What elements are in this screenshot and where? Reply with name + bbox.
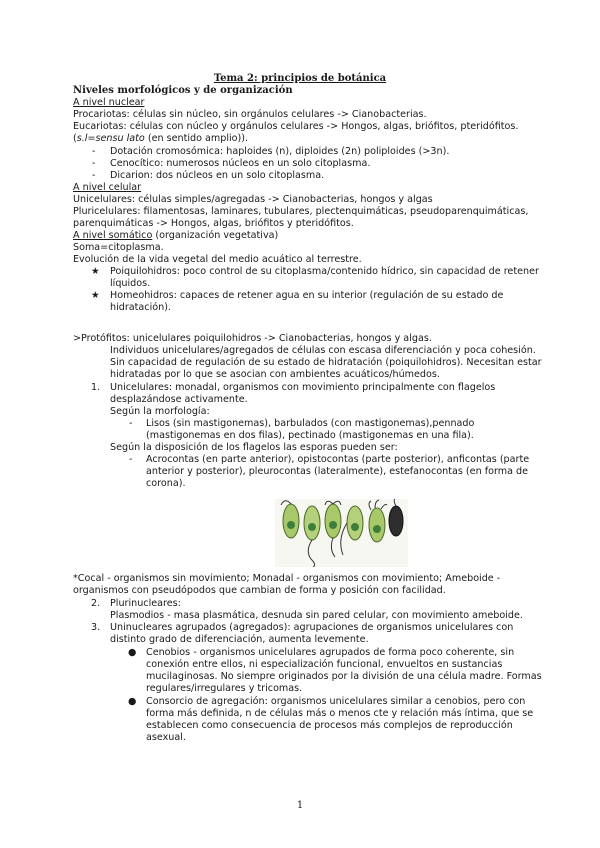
number-marker-1: 1.: [91, 382, 101, 393]
nuclear-bullet-2: Cenocítico: numerosos núcleos en un solo citoplasma.: [110, 158, 371, 169]
consorcio-line-c: establecen como consecuencia de procesos más complejos de reproducción: [146, 720, 513, 731]
disposicion-line-b: anterior y posterior), pleurocontas (lateralmente), estefanocontas (en forma de: [146, 466, 528, 477]
cocal-line-1: *Cocal - organismos sin movimiento; Monadal - organismos con movimiento; Ameboide -: [73, 573, 501, 584]
page-title: Tema 2: principios de botánica: [213, 73, 387, 84]
item-2-line-a: Plurinucleares:: [110, 598, 181, 609]
item-2-line-b: Plasmodios - masa plasmática, desnuda sin pared celular, con movimiento ameboide.: [110, 610, 523, 621]
page-number: 1: [296, 800, 304, 811]
somatico-star-2a: Homeohidros: capaces de retener agua en su interior (regulación de su estado de: [110, 290, 504, 301]
celular-label: A nivel celular: [73, 182, 142, 193]
star-marker: ★: [91, 290, 100, 301]
consorcio-line-a: Consorcio de agregación: organismos unicelulares similar a cenobios, pero con: [146, 696, 526, 707]
dash-marker: -: [92, 170, 96, 181]
nuclear-line-3: [73, 133, 248, 145]
star-marker: ★: [91, 266, 100, 277]
somatico-star-2b: hidratación).: [110, 302, 171, 313]
nuclear-line-1: Procariotas: células sin núcleo, sin orgánulos celulares -> Cianobacterias.: [73, 109, 427, 120]
sensu-lato-gloss: (en sentido amplio)).: [144, 133, 249, 144]
item-3-line-a: Uninucleares agrupados (agregados): agrupaciones de organismos unicelulares con: [110, 622, 514, 633]
section-heading: Niveles morfológicos y de organización: [73, 85, 293, 96]
dot-marker: ●: [128, 696, 137, 707]
number-marker-2: 2.: [91, 598, 101, 609]
dash-marker: -: [92, 146, 96, 157]
paren-open: (: [73, 133, 77, 144]
cenobios-line-a: Cenobios - organismos unicelulares agrupados de forma poco coherente, sin: [146, 647, 515, 658]
cenobios-line-b: conexión entre ellos, ni especialización funcional, envueltos en sustancias: [146, 659, 503, 670]
celular-line-3: parenquimáticas -> Hongos, algas, briófitos y pteridófitos.: [73, 218, 354, 229]
cenobios-line-c: mucilaginosas. No siempre originados por la división de una célula madre. Formas: [146, 671, 542, 682]
celular-line-1: Unicelulares: células simples/agregadas -> Cianobacterias, hongos y algas: [73, 194, 433, 205]
item-1-line-a: Unicelulares: monadal, organismos con movimiento principalmente con flagelos: [110, 382, 496, 393]
dash-marker: -: [129, 418, 133, 429]
nuclear-label: A nivel nuclear: [73, 97, 145, 108]
disposicion-line-c: corona).: [146, 478, 186, 489]
somatico-heading: [73, 230, 278, 242]
dash-marker: -: [92, 158, 96, 169]
somatico-line-2: Evolución de la vida vegetal del medio acuático al terrestre.: [73, 254, 362, 265]
celular-line-2: Pluricelulares: filamentosas, laminares, tubulares, plectenquimáticas, pseudoparenquimáticas,: [73, 206, 529, 217]
protofitos-line-4: hidratadas por lo que se asocian con ambientes acuáticos/húmedos.: [110, 369, 440, 380]
cenobios-line-d: regulares/irregulares y tricomas.: [146, 683, 303, 694]
sensu-lato: s.l=sensu lato: [76, 133, 145, 144]
consorcio-line-b: forma más definida, n de células más o menos cte y relación más íntima, que se: [146, 708, 534, 719]
protofitos-line-1: >Protófitos: unicelulares poiquilohidros -> Cianobacterias, hongos y algas.: [73, 333, 432, 344]
number-marker-3: 3.: [91, 622, 101, 633]
nuclear-bullet-3: Dicarion: dos núcleos en un solo citoplasma.: [110, 170, 325, 181]
morfologia-line-a: Lisos (sin mastigonemas), barbulados (con mastigonemas),pennado: [146, 418, 475, 429]
cocal-line-2: organismos con pseudópodos que cambian de forma y posición con facilidad.: [73, 585, 446, 596]
disposicion-label: Según la disposición de los flagelos las esporas pueden ser:: [110, 442, 398, 453]
item-3-line-b: distinto grado de diferenciación, aumenta levemente.: [110, 634, 369, 645]
morfologia-line-b: (mastigonemas en dos filas), pectinado (mastigonemas en una fila).: [146, 430, 474, 441]
dot-marker: ●: [128, 647, 137, 658]
nuclear-bullet-1: Dotación cromosómica: haploides (n), diploides (2n) poliploides (>3n).: [110, 146, 450, 157]
morfologia-label: Según la morfología:: [110, 406, 210, 417]
disposicion-line-a: Acrocontas (en parte anterior), opistocontas (parte posterior), anficontas (parte: [146, 454, 530, 465]
dash-marker: -: [129, 454, 133, 465]
somatico-star-1a: Poiquilohidros: poco control de su citoplasma/contenido hídrico, sin capacidad de retener: [110, 266, 539, 277]
flagellate-cells-illustration: [275, 499, 408, 567]
protofitos-line-3: Sin capacidad de regulación de su estado de hidratación (poiquilohidros). Necesitan estar: [110, 357, 542, 368]
item-1-line-b: desplazándose activamente.: [110, 394, 248, 405]
somatico-line-1: Soma=citoplasma.: [73, 242, 164, 253]
protofitos-line-2: Individuos unicelulares/agregados de células con escasa diferenciación y poca cohesión.: [110, 345, 536, 356]
somatico-label-rest: (organización vegetativa): [152, 230, 279, 241]
consorcio-line-d: asexual.: [146, 732, 186, 743]
nuclear-line-2: Eucariotas: células con núcleo y orgánulos celulares -> Hongos, algas, briófitos, pteridófitos.: [73, 121, 519, 132]
somatico-label: A nivel somático: [73, 230, 153, 241]
somatico-star-1b: líquidos.: [110, 278, 151, 289]
